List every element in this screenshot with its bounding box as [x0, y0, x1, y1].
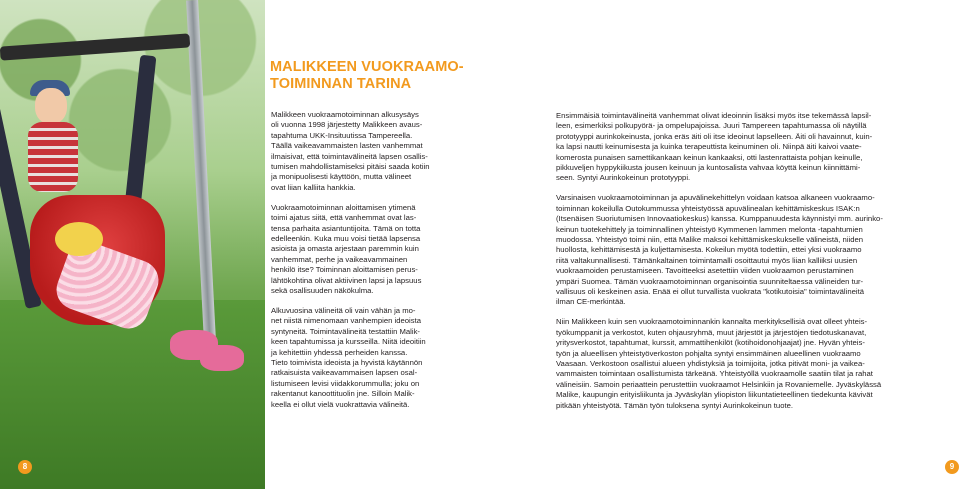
- page-title-line-2: TOIMINNAN TARINA: [270, 76, 412, 92]
- right-paragraph-3: Niin Malikkeen kuin sen vuokraamotoiminnankin kannalta merkityksellisiä ovat olleet yhteis- työkumppanit ja verkostot, kuten ohjausryhmä, muut järjestöt ja järjestöjen tiedotuskanavat, yritysverkostot, tapahtumat, kurssit, ammattihenkilöt (kotihoidonohjaajat) jne. Hyvän yhteis- työn ja alueellisen yhteistyöverkoston pohjalta syntyi ensimmäinen alueellinen vuokraamo Vaasaan. Verkostoon osallistui alueen yhdistyksiä ja toimijoita, jotka pitivät moni- ja vaikea- vammaisten toimintaan osallistumista tärkeänä. Yhteistyöllä vuokraamolle saatiin tilat ja rahat välineisiin. Samoin periaattein perustettiin vuokraamot Helsinkiin ja Rovaniemelle. Jyväskylässä Malike, kaupungin erityisliikunta ja Jyväskylän yliopiston liikuntatieteellinen tiedekunta kävivät pitkään yhteistyötä. Tämän työn tuloksena syntyi Aurinkokeinun tuote.: [556, 317, 882, 410]
- right-text-column: [556, 111, 886, 420]
- page-number-right: 9: [945, 460, 959, 474]
- page-title: [270, 59, 464, 93]
- photo-boy-body: [28, 122, 78, 192]
- right-paragraph-1: Ensimmäisiä toimintavälineitä vanhemmat olivat ideoinnin lisäksi myös itse tekemässä lapsil- leen, esimerkiksi polkupyörä- ja ompelupajoissa. Juuri Tampereen tapahtumassa oli näytillä prototyyppi aurinkokeinusta, jonka eräs äiti oli itse ideoinut lapselleen. Äiti oli havainnut, kuin- ka lapsi nautti keinumisesta ja kuinka terapeuttista keinuminen oli. Niinpä äiti kaivoi vaate- komerosta punaisen samettikankaan keinun kankaaksi, otti lastenrattaista pohjan keinulle, pikkuveljen hyppykiikusta jousen keinuun ja kuntosalista vahvaa köyttä keinun kiinnittämi- seen. Syntyi Aurinkokeinun prototyyppi.: [556, 111, 873, 183]
- left-text-column: [271, 110, 451, 419]
- photo-girl-shoe-2: [200, 345, 244, 371]
- page-number-left: 8: [18, 460, 32, 474]
- left-paragraph-2: Vuokraamotoiminnan aloittamisen ytimenä toimi ajatus siitä, että vanhemmat ovat las- tensa parhaita asiantuntijoita. Tämä on totta edelleenkin. Kuka muu voisi tietää lapsensa asioista ja omasta arjestaan paremmin kuin vanhemmat, perhe ja vaikeavammainen henkilö itse? Toiminnan aloittamisen perus- lähtökohtina olivat aktiivinen lapsi ja lapsuus sekä osallisuuden näkökulma.: [271, 202, 422, 295]
- left-paragraph-1: Malikkeen vuokraamotoiminnan alkusysäys oli vuonna 1998 järjestetty Malikkeen avaus- tapahtuma UKK-Insituutissa Tampereella. Täällä vaikeavammaisten lasten vanhemmat ilmaisivat, että toimintavälineitä lapsen osallis- tumisen mahdollistamiseksi pitäisi saada kotiin ja monipuolisesti käyttöön, mutta välineet ovat liian kalliita hankkia.: [271, 110, 430, 192]
- photo-boy-head: [35, 88, 67, 124]
- photo-swing-children: [0, 0, 265, 489]
- photo-girl-hat: [55, 222, 103, 256]
- right-paragraph-2: Varsinaisen vuokraamotoiminnan ja apuvälinekehittelyn voidaan katsoa alkaneen vuokraamo- toiminnan kokeilulla Outokummussa yhteistyössä apuvälinealan kehittämiskeskus ISAK:n (Itsenäisen Suoriutumisen Innovaatiokeskus) kanssa. Kumppanuudesta käynnistyi mm. aurinko- keinun tuotekehittely ja toiminnallinen yhteistyö Kymmenen lammen melonta -tapahtumien muodossa. Yhteistyö toimi niin, että Malike maksoi kehittämiskeskukselle välineistä, niiden huollosta, kehittämisestä ja kuljettamisesta. Kokeilun myötä todettiin, ettei yksi vuokraamo riitä valtakunnallisesti. Tämänkaltainen toimintamalli osoittautui myös liian kalliiksi uusien vuokraamoiden perustamiseen. Tavoitteeksi asetettiin viiden vuokraamon perustaminen ympäri Suomea. Tämän vuokraamotoiminnan organisointia suunniteltaessa välineiden tur- vallisuus oli keskeinen asia. Enää ei ollut turvallista vuokrata "kotikutoisia" toimintavälineitä ilman CE-merkintää.: [556, 193, 883, 307]
- page-title-line-1: MALIKKEEN VUOKRAAMO-: [270, 59, 464, 75]
- left-paragraph-3: Alkuvuosina välineitä oli vain vähän ja mo- net niistä nimenomaan vanhempien ideoista syntyneitä. Toimintavälineitä testattiin Malik- keen tapahtumissa ja kursseilla. Niitä ideoitiin ja kehitettiin yhdessä perheiden kanssa. Tieto toimivista ideoista ja hyvistä käytännön ratkaisuista vaikeavammaisen lapsen osal- listumiseen levisi viidakkorummulla; joku on rakentanut kanoottituolin jne. Silloin Malik- keella ei ollut vielä vuokrattavia välineitä.: [271, 305, 426, 409]
- photo-grass: [0, 300, 265, 489]
